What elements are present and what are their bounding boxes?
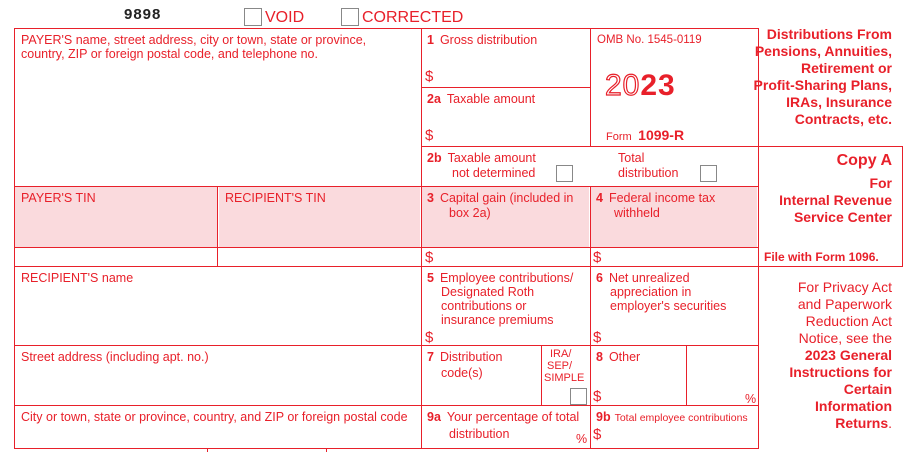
privacy-line: Reduction Act (805, 313, 892, 329)
payer-tin-label: PAYER'S TIN (21, 191, 96, 205)
box9a-number: 9a (427, 410, 441, 424)
returns-line (752, 415, 892, 432)
privacy-line: and Paperwork (797, 296, 892, 312)
box2b-label (427, 151, 536, 165)
box9b-text: Total employee contributions (614, 412, 748, 424)
box6-dollar: $ (593, 329, 602, 346)
box9a-text2: distribution (449, 427, 510, 441)
box9b-label (596, 410, 748, 425)
privacy-line: For Privacy Act (797, 279, 892, 295)
box1-label (427, 33, 537, 47)
box1-dollar: $ (425, 68, 434, 85)
box3-text1: Capital gain (included in (439, 191, 574, 205)
grid-line (14, 405, 758, 406)
title-line: Contracts, etc. (794, 111, 892, 127)
grid-line (14, 247, 758, 248)
grid-line (207, 448, 208, 452)
box8-dollar: $ (593, 388, 602, 405)
box2b-text1: Taxable amount (447, 151, 536, 165)
payer-info-label: PAYER'S name, street address, city or town, state or province, country, ZIP or foreign postal code, and telephone no. (21, 33, 367, 61)
box3-dollar: $ (425, 249, 434, 266)
box8-label (596, 350, 640, 364)
box4-text2: withheld (614, 206, 660, 220)
tax-year-suffix: 23 (640, 69, 676, 102)
grid-line (421, 28, 422, 449)
ira-line1: IRA/ (550, 348, 572, 360)
omb-number: OMB No. 1545-0119 (597, 34, 702, 46)
grid-line (14, 186, 758, 187)
recipient-tin-label: RECIPIENT'S TIN (225, 191, 326, 205)
grid-line (326, 448, 327, 452)
returns-bold: Returns (835, 415, 889, 431)
box3-label (427, 191, 573, 205)
grid-line (422, 87, 590, 88)
grid-line (14, 28, 15, 449)
taxable-not-determined-checkbox[interactable] (556, 165, 573, 182)
box7-number: 7 (427, 350, 434, 364)
grid-line (217, 247, 218, 266)
grid-line (902, 146, 903, 267)
box5-text2: Designated Roth (441, 285, 535, 299)
grid-line (422, 146, 902, 147)
box6-text2: appreciation in (610, 285, 692, 299)
box7-text1: Distribution (439, 350, 503, 364)
box3-number: 3 (427, 191, 434, 205)
box6-label (596, 271, 690, 285)
instructions-line: Information (815, 398, 892, 414)
title-line: Distributions From (766, 26, 892, 42)
box5-dollar: $ (425, 329, 434, 346)
privacy-notice (752, 279, 892, 432)
file-with-label: File with Form 1096. (764, 250, 879, 264)
box8-number: 8 (596, 350, 603, 364)
ira-line3: SIMPLE (544, 372, 585, 384)
instructions-line: Certain (843, 381, 892, 397)
box6-text3: employer's securities (610, 299, 727, 313)
box2b-number: 2b (427, 151, 442, 165)
total-distribution-line1: Total (618, 151, 645, 165)
grid-line (686, 345, 687, 405)
form-name: 1099-R (638, 127, 685, 143)
tax-year (605, 70, 676, 102)
box5-text3: contributions or (441, 299, 527, 313)
title-line: Profit-Sharing Plans, (753, 77, 892, 93)
instructions-line: Instructions for (789, 364, 892, 380)
copy-for: For (869, 175, 892, 191)
form-code: 9898 (124, 6, 162, 23)
grid-line (14, 28, 758, 29)
copy-a-label: Copy A (836, 152, 892, 169)
grid-line (541, 345, 542, 405)
grid-line (14, 345, 758, 346)
title-line: Pensions, Annuities, (754, 43, 892, 59)
box2a-dollar: $ (425, 127, 434, 144)
box1-text: Gross distribution (439, 33, 538, 47)
form-prefix: Form (606, 131, 632, 143)
box3-text2: box 2a) (449, 206, 491, 220)
recipient-name-label: RECIPIENT'S name (21, 271, 134, 285)
box4-dollar: $ (593, 249, 602, 266)
box9b-dollar: $ (593, 426, 602, 443)
instructions-line: 2023 General (804, 347, 892, 363)
box5-text1: Employee contributions/ (439, 271, 574, 285)
total-distribution-checkbox[interactable] (700, 165, 717, 182)
city-label: City or town, state or province, country, and ZIP or foreign postal code (21, 410, 408, 424)
box7-label (427, 350, 502, 364)
form-label (606, 128, 684, 144)
void-label: VOID (265, 9, 305, 26)
grid-line (758, 266, 902, 267)
ira-line2: SEP/ (547, 360, 573, 372)
box5-label (427, 271, 573, 285)
box4-text1: Federal income tax (608, 191, 716, 205)
box5-number: 5 (427, 271, 434, 285)
box9a-label (427, 410, 579, 424)
copy-a-block (752, 151, 892, 226)
box2a-number: 2a (427, 92, 441, 106)
box6-number: 6 (596, 271, 603, 285)
form-title (712, 26, 892, 128)
void-checkbox[interactable] (244, 8, 262, 26)
title-line: IRAs, Insurance (786, 94, 892, 110)
corrected-checkbox[interactable] (341, 8, 359, 26)
box2a-label (427, 92, 535, 106)
box1-number: 1 (427, 33, 434, 47)
tax-year-prefix: 20 (605, 69, 641, 102)
copy-irs-line2: Service Center (793, 209, 892, 225)
box8-text: Other (608, 350, 641, 364)
grid-line (14, 266, 758, 267)
grid-line (14, 448, 758, 449)
box2a-text: Taxable amount (446, 92, 536, 106)
returns-period: . (888, 415, 892, 431)
box5-text4: insurance premiums (441, 313, 554, 327)
box9a-percent: % (576, 432, 588, 446)
title-line: Retirement or (800, 60, 892, 76)
box4-label (596, 191, 715, 205)
box9b-number: 9b (596, 410, 611, 424)
grid-line (590, 28, 591, 146)
box6-text1: Net unrealized (608, 271, 690, 285)
corrected-label: CORRECTED (362, 9, 464, 26)
copy-irs-line1: Internal Revenue (779, 192, 892, 208)
ira-sep-simple-checkbox[interactable] (570, 388, 587, 405)
grid-line (217, 186, 218, 247)
total-distribution-line2: distribution (618, 166, 679, 180)
grid-line (590, 186, 591, 449)
street-address-label: Street address (including apt. no.) (21, 350, 209, 364)
box2b-text2: not determined (452, 166, 536, 180)
box7-text2: code(s) (441, 366, 483, 380)
box9a-text1: Your percentage of total (446, 410, 580, 424)
box8-percent: % (745, 392, 757, 406)
privacy-line: Notice, see the (798, 330, 892, 346)
box4-number: 4 (596, 191, 603, 205)
